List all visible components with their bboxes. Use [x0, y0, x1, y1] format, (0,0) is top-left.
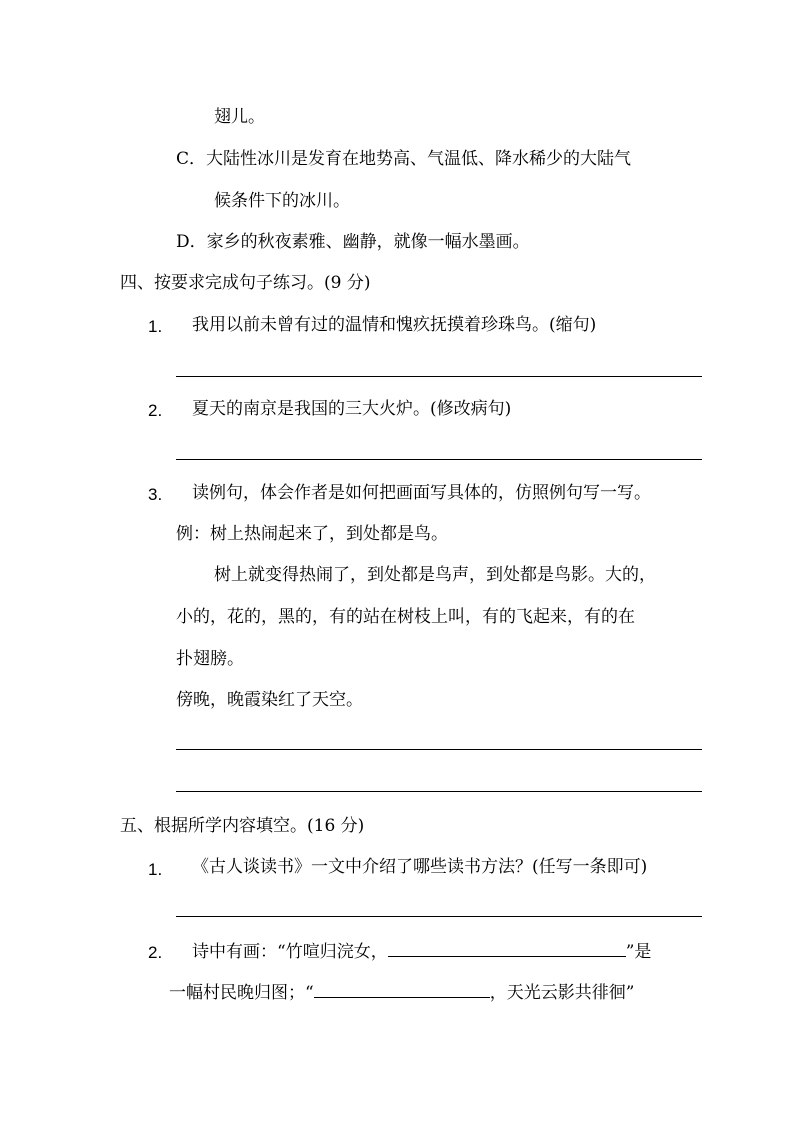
- s5-q2-blank-1[interactable]: [388, 940, 626, 957]
- section4-heading: 四、按要求完成句子练习。(9 分): [120, 273, 371, 293]
- s5-q2-number: 2.: [148, 943, 163, 962]
- option-c-line1: C．大陆性冰川是发育在地势高、气温低、降水稀少的大陆气: [176, 149, 632, 169]
- s5-q2-part2: ”是: [625, 942, 652, 962]
- option-b-continuation: 翅儿。: [214, 107, 265, 127]
- s4-q2-answer-line[interactable]: [176, 459, 702, 460]
- s5-q2-line2-part2: ，天光云影共徘徊”: [489, 983, 635, 1003]
- s5-q2-part1: 诗中有画：“竹喧归浣女，: [192, 942, 388, 962]
- s5-q2-line2-part1: 一幅村民晚归图；“: [169, 983, 314, 1003]
- option-d: D．家乡的秋夜素雅、幽静，就像一幅水墨画。: [176, 232, 530, 252]
- s4-q3-text: 读例句，体会作者是如何把画面写具体的，仿照例句写一写。: [192, 483, 651, 503]
- s4-q3-answer-line-2[interactable]: [176, 791, 702, 792]
- s4-q3-expand-line2: 小的，花的，黑的，有的站在树枝上叫，有的飞起来，有的在: [176, 607, 635, 627]
- s4-q3-expand-line3: 扑翅膀。: [176, 649, 244, 669]
- s4-q3-expand-line1: 树上就变得热闹了，到处都是鸟声，到处都是鸟影。大的，: [214, 565, 656, 585]
- s5-q2-line2: [169, 981, 634, 1004]
- s4-q2-text: 夏天的南京是我国的三大火炉。(修改病句): [192, 399, 512, 419]
- s5-q1-number: 1.: [148, 860, 163, 879]
- s4-q3-example: 例：树上热闹起来了，到处都是鸟。: [176, 524, 448, 544]
- s4-q3-answer-line-1[interactable]: [176, 749, 702, 750]
- s5-q1-text: 《古人谈读书》一文中介绍了哪些读书方法？(任写一条即可): [192, 857, 648, 877]
- option-c-line2: 候条件下的冰川。: [214, 191, 350, 211]
- s5-q1-answer-line[interactable]: [176, 916, 702, 917]
- s4-q1-number: 1.: [148, 317, 163, 336]
- s4-q3-prompt: 傍晚，晚霞染红了天空。: [176, 690, 363, 710]
- s4-q2-number: 2.: [148, 401, 163, 420]
- section5-heading: 五、根据所学内容填空。(16 分): [120, 816, 365, 836]
- s4-q1-answer-line[interactable]: [176, 376, 702, 377]
- s4-q3-number: 3.: [148, 485, 163, 504]
- s5-q2-blank-2[interactable]: [314, 981, 490, 998]
- s5-q2-line1: [192, 940, 651, 963]
- s4-q1-text: 我用以前未曾有过的温情和愧疚抚摸着珍珠鸟。(缩句): [192, 315, 597, 335]
